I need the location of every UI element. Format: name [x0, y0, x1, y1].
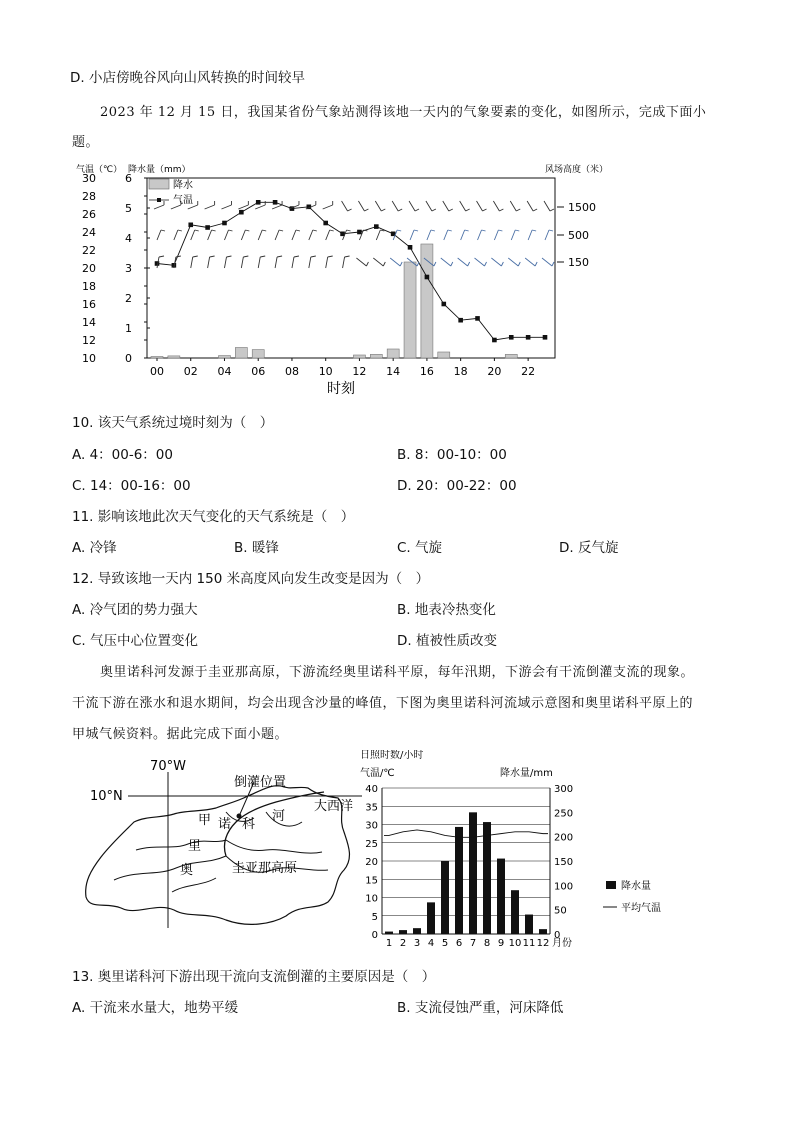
- month-label: 11: [522, 938, 536, 949]
- precip-tick-label: 2: [125, 292, 132, 305]
- temp-tick-label: 28: [82, 190, 96, 203]
- hour-tick-label: 16: [419, 365, 434, 378]
- wind-barb: [427, 230, 435, 240]
- legend-temp-label: 气温: [173, 195, 193, 206]
- question-13: 13. 奥里诺科河下游出现干流向支流倒灌的主要原因是（ ）: [72, 969, 436, 985]
- q11-option-c[interactable]: C. 气旋: [397, 540, 443, 556]
- precip-tick-label: 0: [554, 930, 561, 941]
- precip-bar: [168, 356, 180, 358]
- wind-barb: [221, 201, 231, 209]
- wind-barb: [441, 258, 453, 266]
- precip-bar: [421, 244, 433, 358]
- weather-chart: [70, 160, 630, 405]
- temp-tick-label: 5: [371, 911, 378, 923]
- temp-point: [239, 210, 244, 215]
- q12-option-c[interactable]: C. 气压中心位置变化: [72, 633, 199, 649]
- wind-barb: [292, 256, 299, 268]
- temp-tick-label: 14: [82, 316, 96, 329]
- wind-barb: [461, 230, 469, 240]
- temp-tick-label: 16: [82, 298, 96, 311]
- wind-barb: [475, 258, 487, 266]
- wind-barb: [528, 230, 536, 240]
- river-char-ao: 奥: [180, 863, 194, 878]
- hour-tick-label: 02: [183, 365, 198, 378]
- temp-line: [157, 202, 545, 340]
- q10-option-a[interactable]: A. 4：00-6：00: [72, 447, 173, 463]
- hour-tick-label: 14: [386, 365, 401, 378]
- temp-tick-label: 10: [365, 893, 378, 905]
- wind-barb: [343, 256, 350, 268]
- month-label: 4: [427, 938, 435, 949]
- wind-barb: [460, 201, 470, 211]
- precip-tick-label: 5: [125, 202, 132, 215]
- month-label: 5: [441, 938, 449, 949]
- wind-barb: [292, 230, 300, 240]
- wind-barb: [326, 230, 334, 240]
- precip-bar: [483, 822, 491, 934]
- intro-paragraph-1: 2023 年 12 月 15 日，我国某省份气象站测得该地一天内的气象要素的变化，如图所示，完成下面小: [100, 105, 707, 120]
- precip-tick-label: 6: [125, 172, 132, 185]
- wind-barb: [157, 230, 165, 240]
- wind-barb: [224, 230, 232, 240]
- temp-line: [384, 830, 548, 837]
- precip-tick-label: 200: [554, 832, 574, 844]
- temp-point: [256, 200, 261, 205]
- month-label: 9: [497, 938, 505, 949]
- temp-axis-title: 气温/℃: [360, 768, 395, 779]
- river-char-he: 河: [272, 809, 286, 824]
- question-10: 10. 该天气系统过境时刻为（ ）: [72, 415, 274, 431]
- precip-bar: [370, 354, 382, 358]
- temp-tick-label: 20: [365, 857, 378, 868]
- temp-tick-label: 35: [365, 802, 378, 814]
- precip-bar: [525, 915, 533, 934]
- legend-temp-marker: [157, 198, 161, 202]
- wind-barb: [525, 258, 537, 266]
- wind-barb: [527, 201, 537, 211]
- temp-point: [543, 335, 548, 340]
- wind-barb: [154, 201, 164, 209]
- q10-option-b[interactable]: B. 8：00-10：00: [397, 447, 507, 463]
- temp-point: [492, 338, 497, 343]
- wind-height-label: 150: [568, 256, 589, 269]
- precip-tick-label: 1: [125, 322, 132, 335]
- precip-bar: [438, 352, 450, 358]
- precip-bar: [469, 812, 477, 934]
- temp-point: [509, 335, 514, 340]
- wind-barb: [444, 230, 452, 240]
- precip-tick-label: 4: [125, 232, 132, 245]
- legend-precip-label: 降水: [173, 180, 193, 191]
- month-label: 8: [483, 938, 491, 949]
- wind-barb: [392, 201, 402, 211]
- wind-barb: [410, 230, 418, 240]
- precip-bar: [353, 355, 365, 358]
- precip-tick-label: 0: [125, 352, 132, 365]
- hour-tick-label: 10: [318, 365, 333, 378]
- plot-frame: [147, 178, 555, 358]
- hour-tick-label: 00: [150, 365, 164, 378]
- precip-bar: [252, 350, 264, 358]
- temp-tick-label: 30: [82, 172, 96, 185]
- temp-tick-label: 20: [82, 262, 96, 275]
- hour-tick-label: 20: [487, 365, 502, 378]
- wind-barb: [478, 230, 486, 240]
- q10-option-c[interactable]: C. 14：00-16：00: [72, 478, 191, 494]
- temp-point: [273, 200, 278, 205]
- precip-tick-label: 3: [125, 262, 132, 275]
- wind-barb: [241, 230, 249, 240]
- intro-paragraph-2b: 干流下游在涨水和退水期间，均会出现含沙量的峰值，下图为奥里诺科河流域示意图和奥里诺科平原上的: [72, 696, 694, 711]
- wind-barb: [458, 258, 470, 266]
- wind-barb: [493, 201, 503, 211]
- precip-bar: [404, 262, 416, 358]
- wind-height-label: 1500: [568, 201, 596, 214]
- month-label: 6: [455, 938, 463, 949]
- month-label: 7: [469, 938, 477, 949]
- wind-height-title: 风场高度（米）: [545, 165, 609, 175]
- precip-bar: [441, 861, 449, 934]
- city-jia-label: 甲: [198, 813, 212, 828]
- precip-bar: [413, 928, 421, 934]
- month-label: 10: [508, 938, 522, 949]
- temp-tick-label: 0: [371, 930, 378, 941]
- river-char-li: 里: [188, 839, 202, 854]
- wind-barb: [426, 201, 436, 211]
- wind-barb: [409, 201, 419, 211]
- precip-axis-title: 降水量（mm）: [128, 165, 191, 175]
- temp-point: [458, 318, 463, 323]
- q10-option-d[interactable]: D. 20：00-22：00: [397, 478, 517, 494]
- precip-bar: [427, 902, 435, 934]
- temp-tick-label: 40: [365, 784, 378, 795]
- ocean-label: 大西洋: [314, 799, 354, 814]
- wind-barb: [275, 230, 283, 240]
- wind-barb: [238, 201, 248, 209]
- temp-tick-label: 30: [365, 820, 378, 832]
- wind-barb: [157, 256, 164, 268]
- wind-height-label: 500: [568, 229, 589, 242]
- wind-barb: [205, 201, 215, 209]
- legend-precip-label: 降水量: [621, 881, 651, 892]
- q13-option-a[interactable]: A. 干流来水量大，地势平缓: [72, 1000, 239, 1016]
- wind-barb: [342, 201, 352, 211]
- hour-tick-label: 18: [453, 365, 468, 378]
- precip-axis-title: 降水量/mm: [500, 768, 553, 779]
- precip-bar: [218, 356, 230, 358]
- wind-barb: [191, 256, 198, 268]
- temp-axis-title: 气温（℃）: [76, 165, 123, 175]
- precip-bar: [511, 890, 519, 934]
- question-11: 11. 影响该地此次天气变化的天气系统是（ ）: [72, 509, 355, 525]
- latitude-label: 10°N: [90, 789, 123, 804]
- wind-barb: [191, 230, 199, 240]
- wind-barb: [443, 201, 453, 211]
- wind-barb: [241, 256, 248, 268]
- q11-option-b[interactable]: B. 暖锋: [234, 540, 279, 556]
- wind-barb: [358, 201, 368, 211]
- wind-barb: [258, 256, 265, 268]
- wind-barb: [356, 258, 368, 266]
- month-label: 2: [399, 938, 407, 949]
- question-12: 12. 导致该地一天内 150 米高度风向发生改变是因为（ ）: [72, 571, 430, 587]
- river-char-nuo: 诺: [218, 817, 232, 832]
- wind-barb: [275, 256, 282, 268]
- temp-point: [222, 221, 227, 226]
- wind-barb: [375, 201, 385, 211]
- wind-barb: [477, 201, 487, 211]
- precip-bar: [151, 357, 163, 359]
- wind-barb: [326, 256, 333, 268]
- wind-barb: [224, 256, 231, 268]
- precip-bar: [235, 348, 247, 359]
- q13-option-b[interactable]: B. 支流侵蚀严重，河床降低: [397, 1000, 564, 1016]
- wind-barb: [309, 230, 317, 240]
- wind-barb: [390, 258, 402, 266]
- month-unit-label: 月份: [552, 938, 572, 949]
- sunshine-axis-title: 日照时数/小时: [360, 750, 424, 761]
- temp-tick-label: 22: [82, 244, 96, 257]
- backflow-label: 倒灌位置: [234, 775, 287, 790]
- orinoco-basin-map: [76, 752, 366, 932]
- intro-paragraph-2c: 甲城气候资料。据此完成下面小题。: [72, 727, 289, 742]
- precip-bar: [497, 859, 505, 934]
- temp-point: [475, 316, 480, 321]
- precip-bar: [399, 930, 407, 934]
- wind-barb: [510, 201, 520, 211]
- precip-bar: [539, 929, 547, 934]
- q12-option-b[interactable]: B. 地表冷热变化: [397, 602, 496, 618]
- temp-point: [155, 261, 160, 266]
- wind-barb: [174, 230, 182, 240]
- option-d-previous: D. 小店傍晚谷风向山风转换的时间较早: [70, 70, 305, 86]
- wind-barb: [376, 230, 384, 240]
- wind-barb: [208, 256, 215, 268]
- wind-barb: [494, 230, 502, 240]
- q11-option-a[interactable]: A. 冷锋: [72, 540, 117, 556]
- precip-bar: [505, 354, 517, 358]
- precip-bar: [387, 349, 399, 358]
- river-char-ke: 科: [242, 817, 256, 832]
- q12-option-d[interactable]: D. 植被性质改变: [397, 633, 497, 649]
- precip-tick-label: 100: [554, 881, 574, 893]
- wind-barb: [323, 201, 333, 209]
- wind-barb: [208, 230, 216, 240]
- wind-barb: [258, 230, 266, 240]
- temp-point: [374, 224, 379, 229]
- precip-tick-label: 50: [554, 905, 567, 917]
- temp-point: [441, 302, 446, 307]
- hour-tick-label: 08: [284, 365, 299, 378]
- precip-bar: [385, 932, 393, 934]
- intro-paragraph-2: 奥里诺科河发源于圭亚那高原，下游流经奥里诺科平原，每年汛期，下游会有干流倒灌支流的现象。: [100, 665, 695, 680]
- temp-point: [357, 230, 362, 235]
- precip-tick-label: 250: [554, 808, 574, 820]
- temp-tick-label: 12: [82, 334, 96, 347]
- intro-paragraph-1-end: 题。: [72, 135, 100, 150]
- precip-tick-label: 300: [554, 784, 574, 795]
- wind-barb: [373, 258, 385, 266]
- temp-point: [205, 225, 210, 230]
- wind-barb: [508, 258, 520, 266]
- month-label: 12: [536, 938, 550, 949]
- month-label: 1: [385, 938, 393, 949]
- hour-tick-label: 12: [352, 365, 367, 378]
- month-label: 3: [413, 938, 421, 949]
- longitude-label: 70°W: [150, 759, 186, 774]
- x-axis-title: 时刻: [327, 381, 355, 397]
- q12-option-a[interactable]: A. 冷气团的势力强大: [72, 602, 198, 618]
- temp-point: [526, 335, 531, 340]
- hour-tick-label: 06: [251, 365, 266, 378]
- precip-bar: [455, 827, 463, 934]
- wind-barb: [511, 230, 519, 240]
- hour-tick-label: 04: [217, 365, 232, 378]
- precip-tick-label: 150: [554, 857, 574, 868]
- temp-point: [408, 245, 413, 250]
- climate-chart: [360, 750, 700, 950]
- wind-barb: [545, 230, 553, 240]
- legend-precip-swatch: [149, 179, 169, 189]
- temp-point: [188, 223, 193, 228]
- wind-barb: [491, 258, 503, 266]
- temp-tick-label: 24: [82, 226, 96, 239]
- q11-option-d[interactable]: D. 反气旋: [559, 540, 619, 556]
- legend-precip-swatch: [606, 881, 616, 889]
- hour-tick-label: 22: [521, 365, 536, 378]
- temp-tick-label: 26: [82, 208, 96, 221]
- temp-tick-label: 25: [365, 838, 378, 850]
- wind-barb: [544, 201, 554, 211]
- wind-barb: [309, 256, 316, 268]
- wind-barb: [542, 258, 554, 266]
- temp-tick-label: 10: [82, 352, 96, 365]
- plateau-label: 圭亚那高原: [232, 861, 298, 876]
- temp-point: [323, 221, 328, 226]
- temp-point: [425, 275, 430, 280]
- legend-temp-label: 平均气温: [621, 903, 661, 914]
- temp-tick-label: 15: [365, 875, 378, 887]
- temp-tick-label: 18: [82, 280, 96, 293]
